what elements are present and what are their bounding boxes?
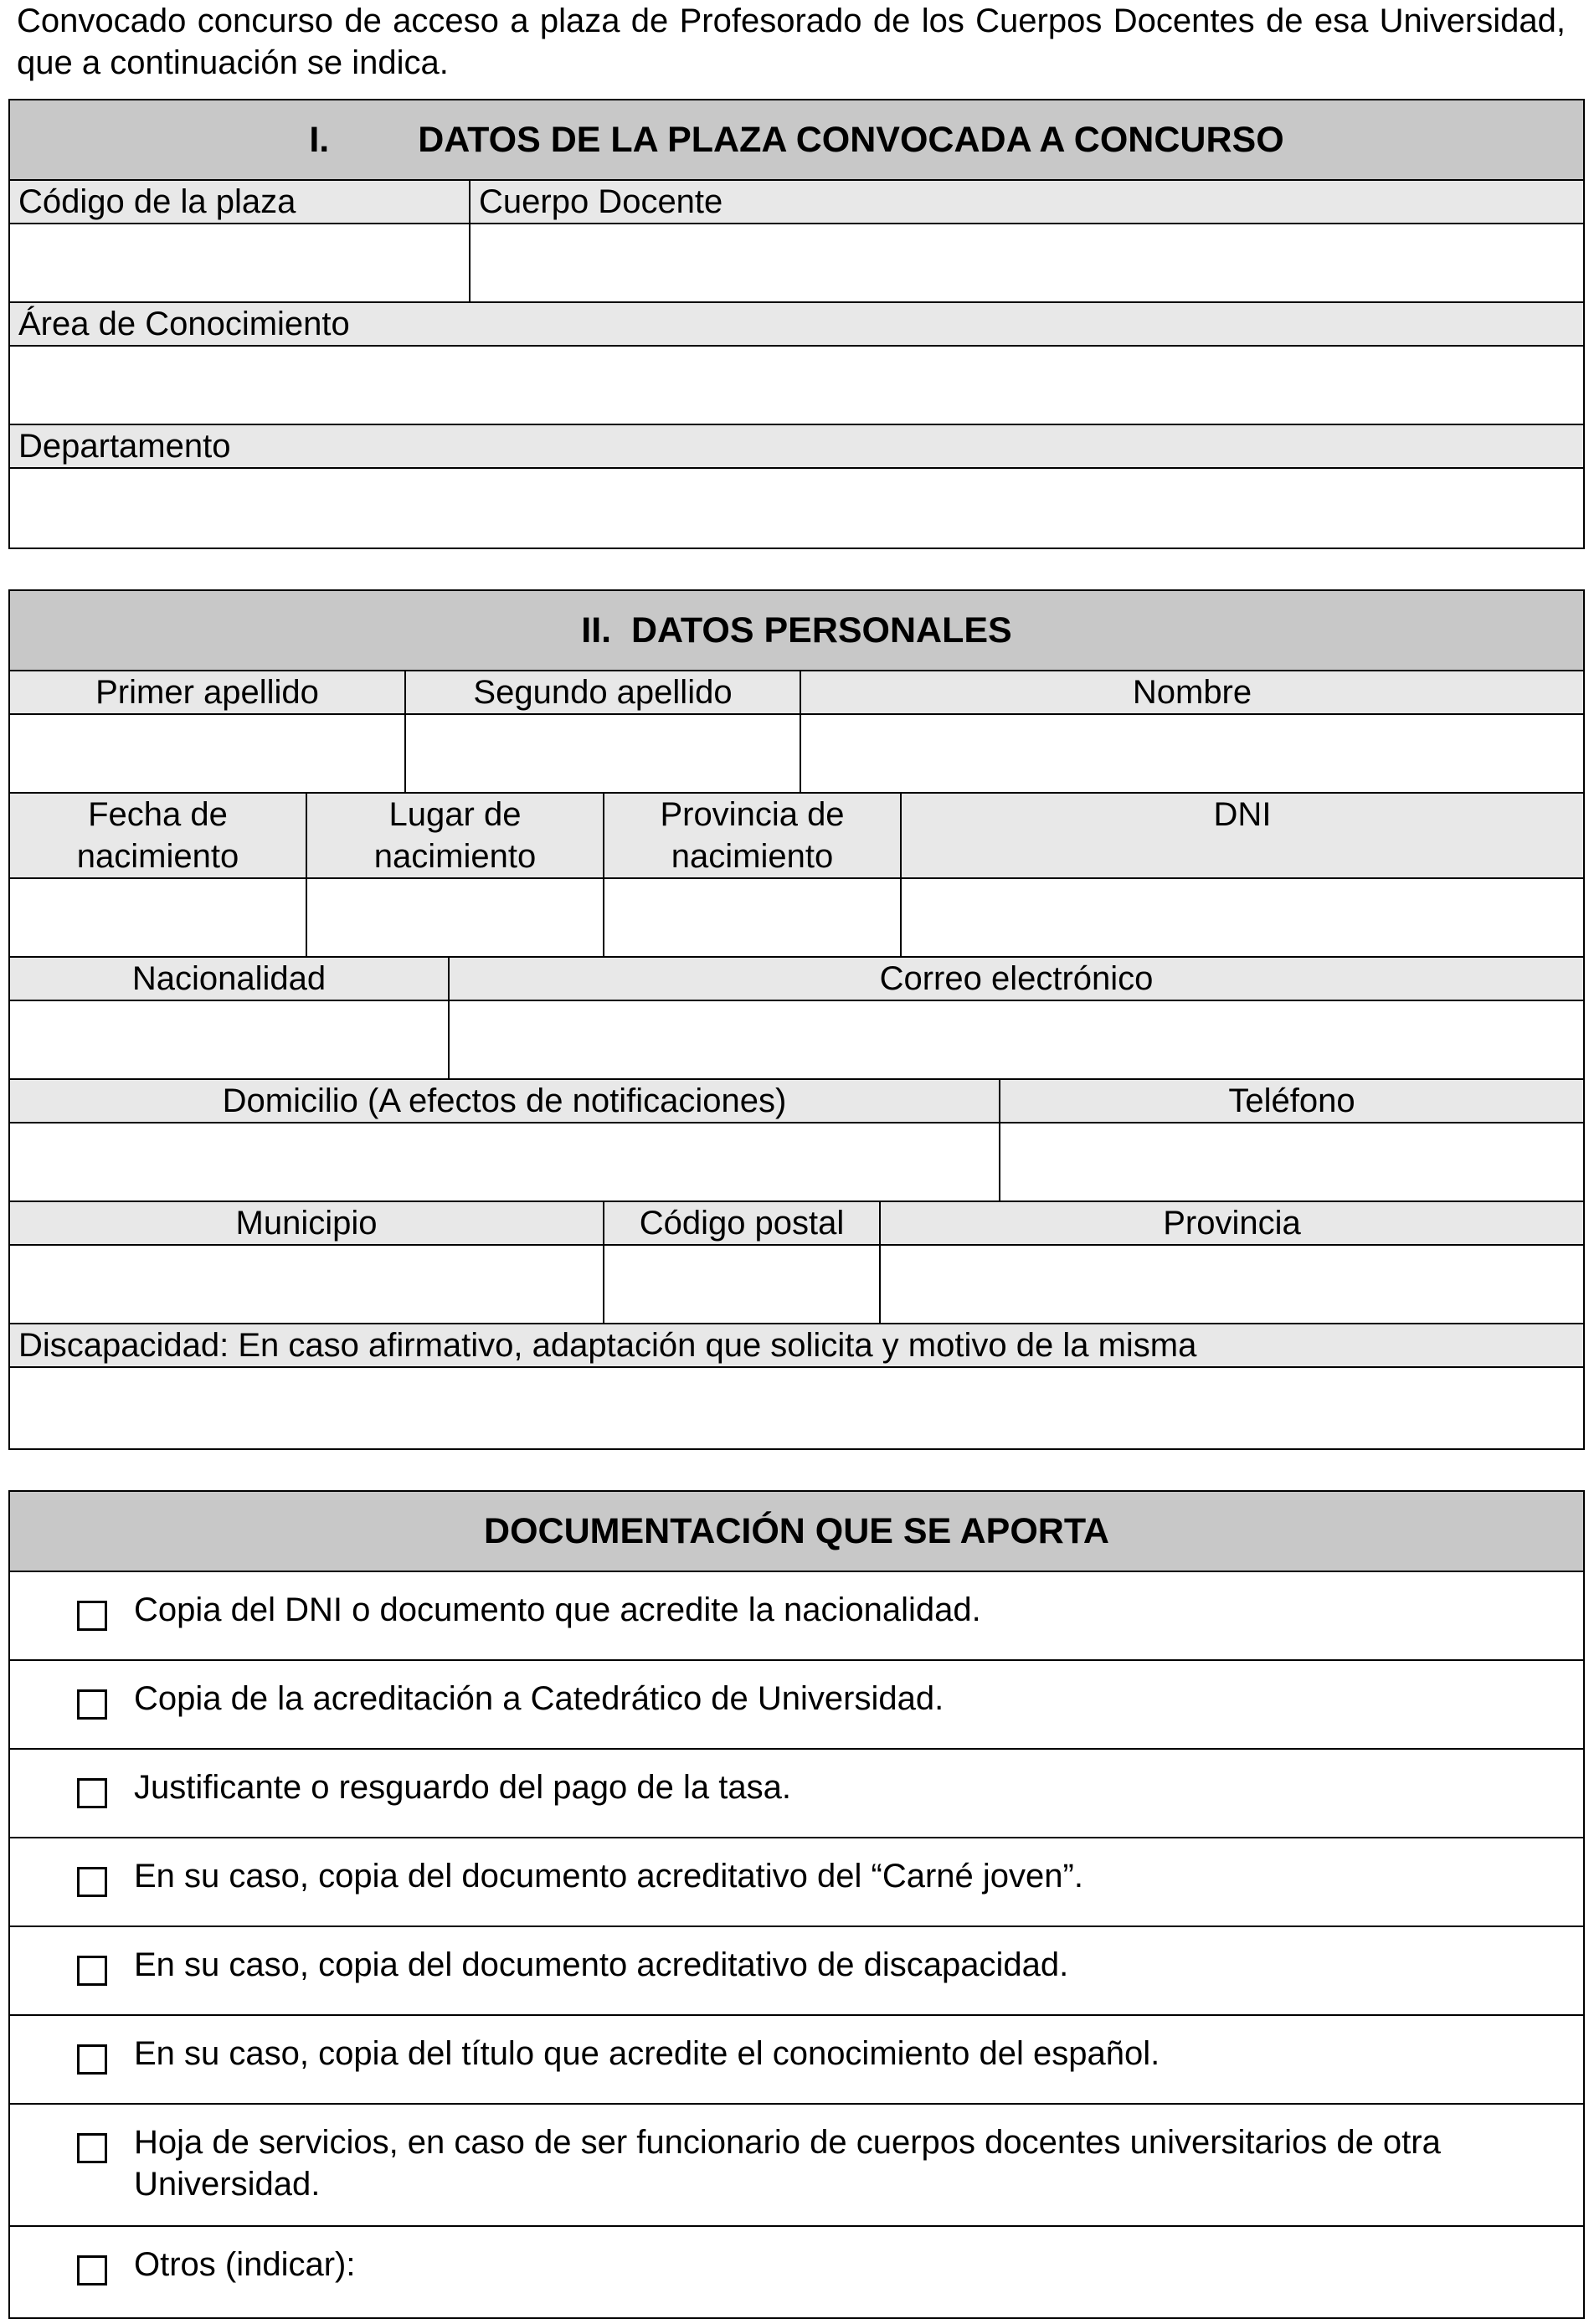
primer-apellido-field[interactable] xyxy=(10,715,406,792)
doc-item-label: Otros (indicar): xyxy=(134,2246,356,2283)
doc-item-label: Copia de la acreditación a Catedrático de Universidad. xyxy=(134,1680,944,1717)
departamento-label: Departamento xyxy=(18,427,231,465)
codigo-postal-field[interactable] xyxy=(604,1246,881,1323)
section-plaza xyxy=(8,99,1585,549)
section-number: I. xyxy=(309,119,330,160)
checkbox[interactable] xyxy=(77,1956,107,1986)
input-row xyxy=(10,1246,1583,1324)
correo-label: Correo electrónico xyxy=(879,959,1154,997)
lugar-nacimiento-field[interactable] xyxy=(307,879,604,956)
doc-item xyxy=(10,2227,1583,2311)
discapacidad-label: Discapacidad: En caso afirmativo, adaptación que solicita y motivo de la misma xyxy=(18,1326,1197,1364)
doc-item xyxy=(10,2016,1583,2105)
doc-item xyxy=(10,1750,1583,1838)
input-row xyxy=(10,1123,1583,1202)
correo-field[interactable] xyxy=(450,1001,1583,1078)
cuerpo-field[interactable] xyxy=(471,224,1583,301)
dni-field[interactable] xyxy=(902,879,1583,956)
intro-paragraph: Convocado concurso de acceso a plaza de Profesorado de los Cuerpos Docentes de esa Universidad, que a continuación se indica. xyxy=(17,3,1566,81)
codigo-field[interactable] xyxy=(10,224,471,301)
label-row xyxy=(10,1080,1583,1123)
label-row xyxy=(10,425,1583,469)
section-title: DATOS DE LA PLAZA CONVOCADA A CONCURSO xyxy=(418,119,1284,160)
section-personal-header xyxy=(10,591,1583,671)
checkbox[interactable] xyxy=(77,2044,107,2075)
primer-apellido-label: Primer apellido xyxy=(10,671,406,713)
label-row xyxy=(10,671,1583,715)
provincia-label: Provincia xyxy=(1163,1204,1301,1242)
municipio-field[interactable] xyxy=(10,1246,604,1323)
checkbox[interactable] xyxy=(77,1601,107,1631)
doc-item xyxy=(10,1572,1583,1661)
segundo-apellido-label: Segundo apellido xyxy=(406,671,801,713)
doc-item-label: En su caso, copia del documento acreditativo del “Carné joven”. xyxy=(134,1858,1083,1895)
provincia-field[interactable] xyxy=(881,1246,1583,1323)
doc-item xyxy=(10,1838,1583,1927)
doc-item xyxy=(10,1927,1583,2016)
doc-item xyxy=(10,1661,1583,1750)
provincia-nacimiento-field[interactable] xyxy=(604,879,902,956)
label-row xyxy=(10,181,1583,224)
dni-label: DNI xyxy=(1213,796,1272,833)
municipio-label: Municipio xyxy=(10,1202,604,1244)
discapacidad-field[interactable] xyxy=(10,1368,1583,1445)
telefono-label: Teléfono xyxy=(1228,1082,1355,1119)
departamento-field[interactable] xyxy=(10,469,1583,548)
codigo-label: Código de la plaza xyxy=(10,181,471,223)
input-row xyxy=(10,879,1583,958)
doc-item-label: Justificante o resguardo del pago de la tasa. xyxy=(134,1769,791,1806)
nombre-field[interactable] xyxy=(801,715,1583,792)
checkbox[interactable] xyxy=(77,1689,107,1720)
label-row xyxy=(10,1202,1583,1246)
fecha-nacimiento-field[interactable] xyxy=(10,879,307,956)
label-row xyxy=(10,303,1583,347)
doc-item-label: Hoja de servicios, en caso de ser funcionario de cuerpos docentes universitarios de otra Universidad. xyxy=(134,2124,1441,2203)
doc-item xyxy=(10,2105,1583,2227)
doc-item-label: En su caso, copia del documento acreditativo de discapacidad. xyxy=(134,1946,1069,1983)
nacionalidad-field[interactable] xyxy=(10,1001,450,1078)
label-row xyxy=(10,1324,1583,1368)
checkbox[interactable] xyxy=(77,1867,107,1897)
section-plaza-header xyxy=(10,100,1583,181)
nacionalidad-label: Nacionalidad xyxy=(10,958,450,1000)
nombre-label: Nombre xyxy=(1132,673,1252,711)
provincia-nacimiento-label: Provincia de nacimiento xyxy=(604,794,902,877)
telefono-field[interactable] xyxy=(1000,1123,1583,1201)
checkbox[interactable] xyxy=(77,2255,107,2285)
section-title: DOCUMENTACIÓN QUE SE APORTA xyxy=(484,1510,1109,1551)
area-label: Área de Conocimiento xyxy=(18,305,350,342)
lugar-nacimiento-label: Lugar de nacimiento xyxy=(307,794,604,877)
input-row xyxy=(10,224,1583,303)
label-row xyxy=(10,794,1583,879)
section-title: II. DATOS PERSONALES xyxy=(581,609,1012,650)
codigo-postal-label: Código postal xyxy=(604,1202,881,1244)
section-personal xyxy=(8,589,1585,1450)
section-documentacion-header xyxy=(10,1492,1583,1572)
input-row xyxy=(10,1001,1583,1080)
fecha-nacimiento-label: Fecha de nacimiento xyxy=(10,794,307,877)
segundo-apellido-field[interactable] xyxy=(406,715,801,792)
label-row xyxy=(10,958,1583,1001)
checkbox[interactable] xyxy=(77,1778,107,1808)
area-field[interactable] xyxy=(10,347,1583,425)
section-documentacion xyxy=(8,1490,1585,2319)
doc-item-label: Copia del DNI o documento que acredite la nacionalidad. xyxy=(134,1591,981,1628)
domicilio-label: Domicilio (A efectos de notificaciones) xyxy=(10,1080,1000,1122)
domicilio-field[interactable] xyxy=(10,1123,1000,1201)
doc-item-label: En su caso, copia del título que acredite el conocimiento del español. xyxy=(134,2035,1160,2072)
cuerpo-label: Cuerpo Docente xyxy=(479,183,723,220)
checkbox[interactable] xyxy=(77,2133,107,2163)
input-row xyxy=(10,715,1583,794)
